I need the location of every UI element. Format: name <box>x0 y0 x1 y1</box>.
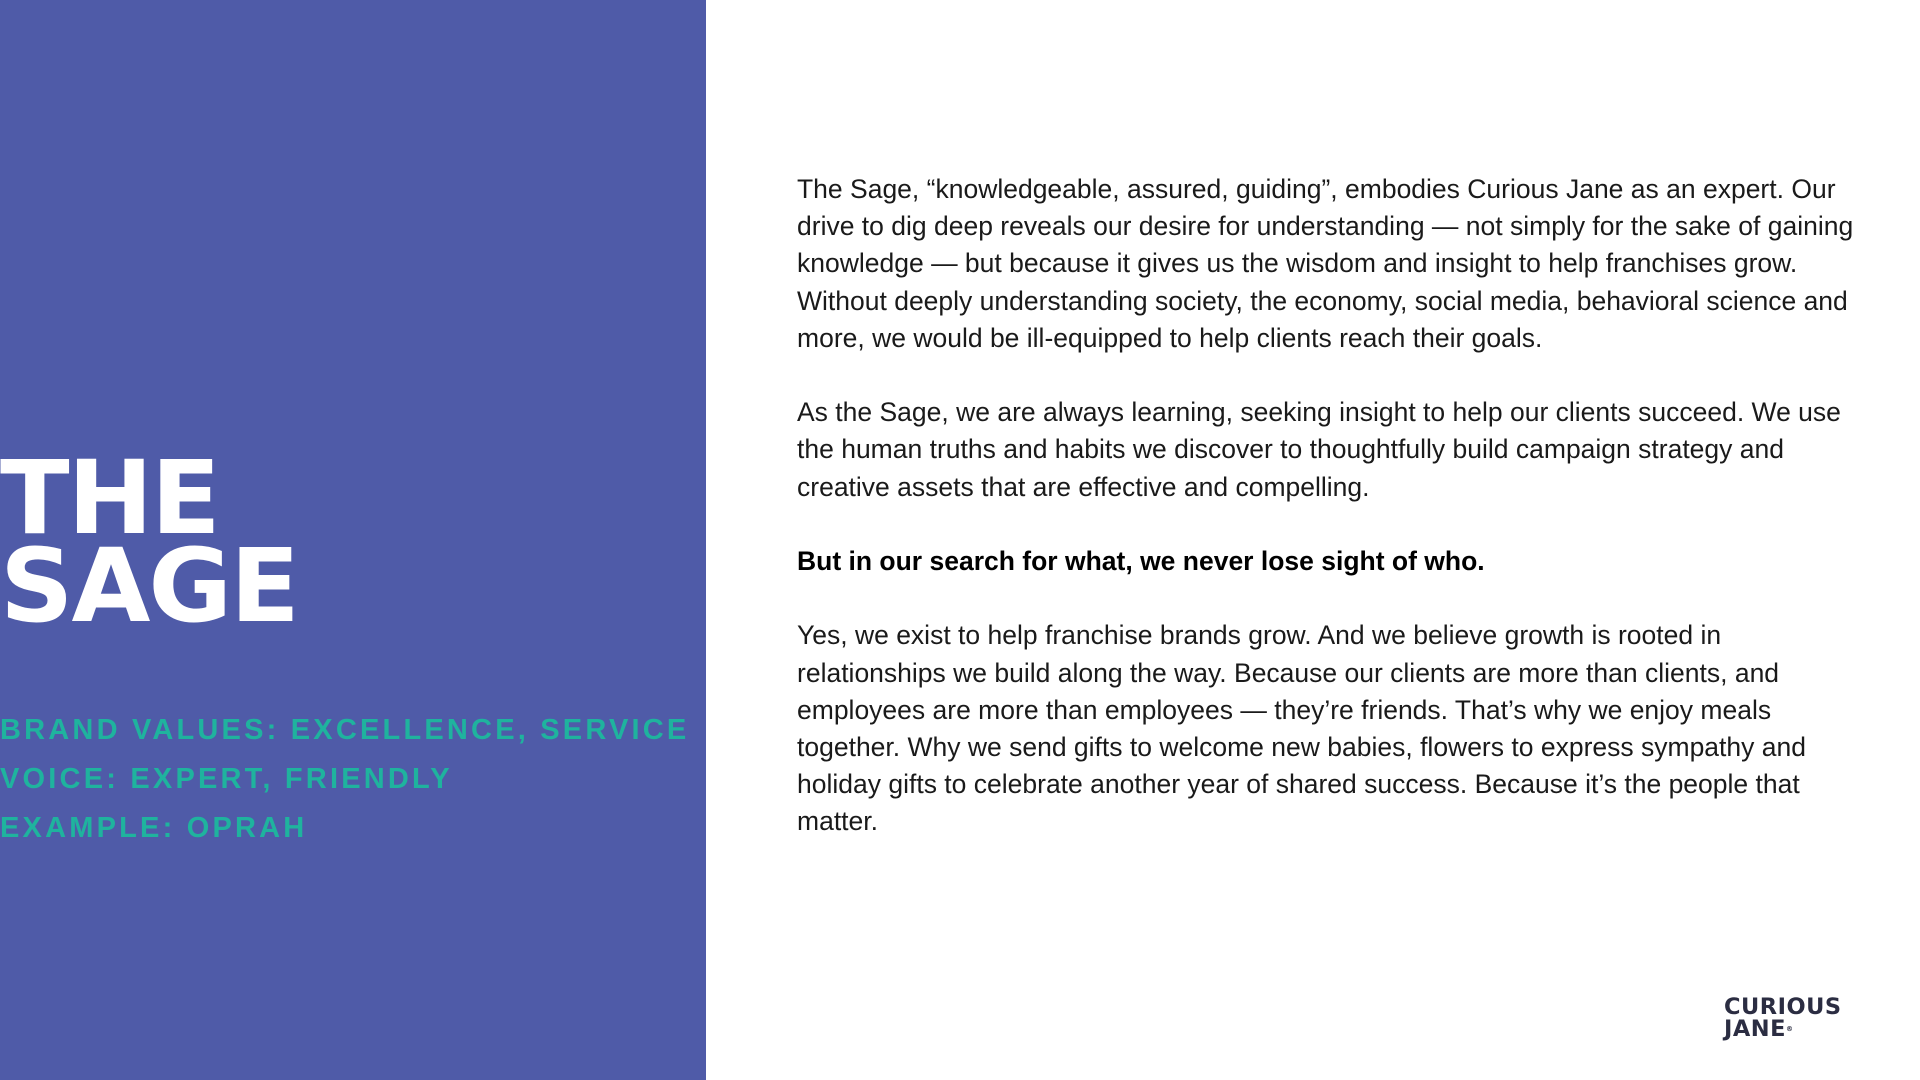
brand-attributes <box>0 706 689 853</box>
logo-word-jane: JANE <box>1724 1016 1786 1042</box>
body-copy <box>797 171 1877 878</box>
brand-values-line: BRAND VALUES: EXCELLENCE, SERVICE <box>0 714 690 746</box>
title-line-the: THE <box>0 439 219 558</box>
paragraph-relationships: Yes, we exist to help franchise brands grow. And we believe growth is rooted in relationships we build along the way. Because our clients are more than clients, and employees are more than employees — they’re friends. That’s why we enjoy meals together. Why we send gifts to welcome new babies, flowers to express sympathy and holiday gifts to celebrate another year of shared success. Because it’s the people that matter. <box>797 620 1806 837</box>
registered-mark: ® <box>1786 1025 1793 1033</box>
example-line: EXAMPLE: OPRAH <box>0 812 308 844</box>
slide-title <box>0 439 298 646</box>
paragraph-emphasis: But in our search for what, we never lose sight of who. <box>797 546 1485 576</box>
logo-line-curious: CURIOUS <box>1724 994 1842 1020</box>
paragraph-learning: As the Sage, we are always learning, seeking insight to help our clients succeed. We use the human truths and habits we discover to thoughtfully build campaign strategy and creative assets that are effective and compelling. <box>797 397 1841 502</box>
paragraph-intro: The Sage, “knowledgeable, assured, guiding”, embodies Curious Jane as an expert. Our drive to dig deep reveals our desire for understanding — not simply for the sake of gaining knowledge — but because it gives us the wisdom and insight to help franchises grow. Without deeply understanding society, the economy, social media, behavioral science and more, we would be ill-equipped to help clients reach their goals. <box>797 174 1854 353</box>
left-color-panel <box>0 0 706 1080</box>
voice-line: VOICE: EXPERT, FRIENDLY <box>0 763 453 795</box>
logo-line-jane <box>1724 1018 1842 1040</box>
title-line-sage: SAGE <box>0 527 298 646</box>
curious-jane-logo <box>1724 996 1842 1040</box>
